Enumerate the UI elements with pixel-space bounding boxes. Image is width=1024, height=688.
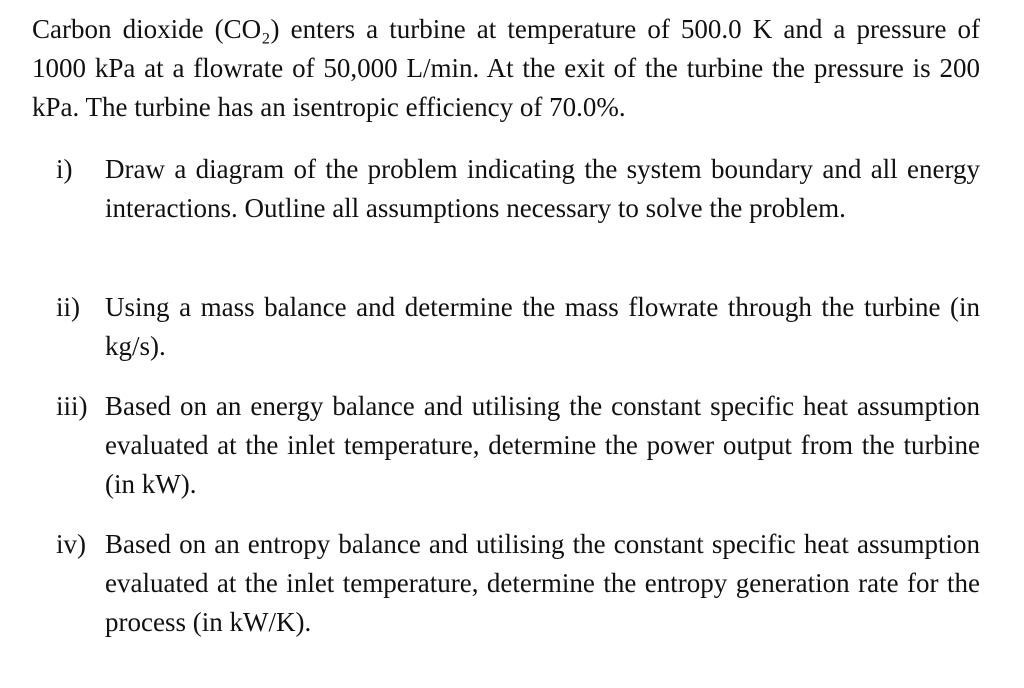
question-item (56, 288, 980, 366)
question-text: Draw a diagram of the problem indicating the system boundary and all energy interactions. Outline all assumptions necessary to solve the problem. (105, 154, 980, 223)
question-number: ii) (56, 292, 80, 322)
question-number: iii) (56, 391, 88, 421)
question-text: Based on an energy balance and utilising the constant specific heat assumption evaluated at the inlet temperature, determine the power output from the turbine (in kW). (105, 391, 980, 499)
question-number: iv) (56, 529, 86, 559)
question-item (56, 525, 980, 642)
question-text: Based on an entropy balance and utilising the constant specific heat assumption evaluated at the inlet temperature, determine the entropy generation rate for the process (in kW/K). (105, 529, 980, 637)
question-item (56, 387, 980, 504)
question-item (56, 150, 980, 228)
question-number: i) (56, 154, 73, 184)
question-text: Using a mass balance and determine the mass flowrate through the turbine (in kg/s). (105, 292, 980, 361)
problem-statement: Carbon dioxide (CO₂) enters a turbine at temperature of 500.0 K and a pressure of 1000 kPa at a flowrate of 50,000 L/min. At the exit of the turbine the pressure is 200 kPa. The turbine has an isentropic efficiency of 70.0%. (32, 14, 980, 122)
